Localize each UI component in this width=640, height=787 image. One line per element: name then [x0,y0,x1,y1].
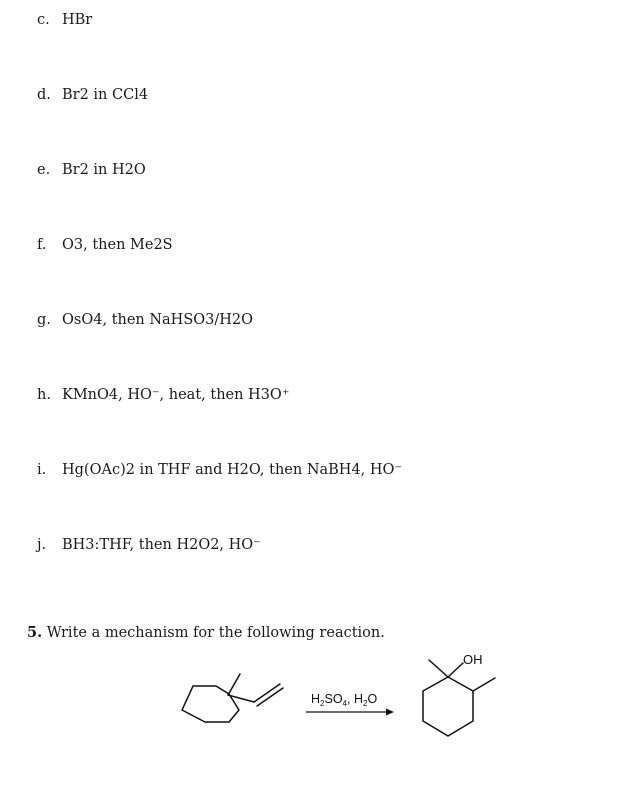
item-text: OsO4, then NaHSO3/H2O [62,312,254,328]
item-text: Br2 in H2O [62,162,146,178]
item-text: Hg(OAc)2 in THF and H2O, then NaBH4, HO⁻ [62,462,403,478]
item-letter: c. [37,12,50,28]
hydroxyl-bond [448,663,463,677]
question-text: Write a mechanism for the following reaction. [46,625,385,641]
item-d [37,86,148,104]
item-e [37,161,146,179]
item-h [37,386,289,404]
methyl-bond-1 [429,660,448,677]
item-text: O3, then Me2S [62,237,173,253]
reactant-structure [182,674,283,722]
item-letter: h. [37,387,51,403]
item-text: BH3:THF, then H2O2, HO⁻ [62,537,261,553]
item-i [37,461,402,479]
reaction-arrow [306,709,394,716]
product-structure [423,660,495,736]
cyclohexane-ring [423,677,473,736]
cyclopentane-ring-outline [182,685,228,722]
item-text: Br2 in CCl4 [62,87,149,103]
item-letter: e. [37,162,51,178]
item-f [37,236,173,254]
item-letter: g. [37,312,51,328]
reaction-scheme [0,640,640,787]
item-letter: i. [37,462,47,478]
item-letter: f. [37,237,47,253]
reagents-label: $H_2SO_4$, $H_2O$ [311,692,378,708]
item-text: KMnO4, HO⁻, heat, then H3O⁺ [62,387,290,403]
item-g [37,311,253,329]
item-c [37,11,92,29]
item-letter: j. [37,537,47,553]
methyl-bond-2 [473,678,495,691]
methyl-bond [228,674,240,695]
product-oh-label: OH [463,652,483,667]
question-number: 5. [27,624,43,641]
item-j [37,536,261,554]
item-letter: d. [37,87,51,103]
item-text: HBr [62,12,93,28]
